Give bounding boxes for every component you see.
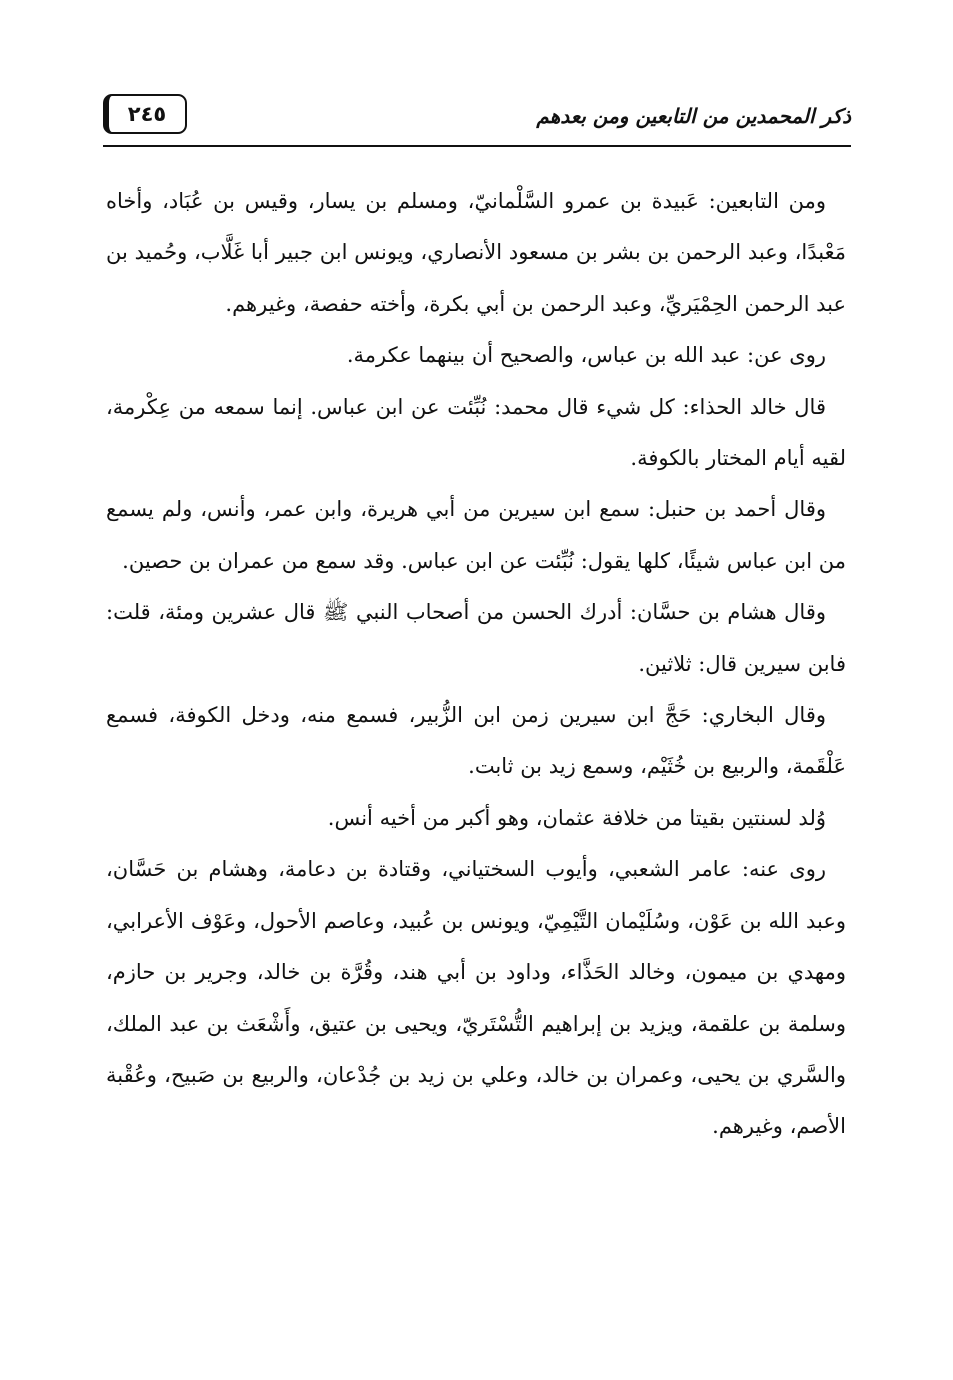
running-title: ذكر المحمدين من التابعين ومن بعدهم — [536, 104, 851, 128]
paragraph-bukhari: وقال البخاري: حَجَّ ابن سيرين زمن ابن الزُّبير، فسمع منه، ودخل الكوفة، فسمع عَلْقَمة، والربيع بن خُثَيْم، وسمع زيد بن ثابت. — [106, 703, 846, 779]
paragraph-birth: وُلد لسنتين بقيتا من خلافة عثمان، وهو أكبر من أخيه أنس. — [327, 805, 826, 830]
body-text — [106, 176, 846, 1153]
paragraph-tabiin-list: ومن التابعين: عَبيدة بن عمرو السَّلْمانيّ، ومسلم بن يسار، وقيس بن عُبَاد، وأخاه مَعْبدًا، وعبد الرحمن بن بشر بن مسعود الأنصاري، ويونس ابن جبير أبا غَلَّاب، وحُميد بن عبد الرحمن الحِمْيَريِّ، وعبد الرحمن بن أبي بكرة، وأخته حفصة، وغيرهم. — [106, 189, 846, 316]
paragraph-hisham-ibn-hassan: وقال هشام بن حسَّان: أدرك الحسن من أصحاب النبي ﷺ قال عشرين ومئة، قلت: فابن سيرين قال: ثلاثين. — [106, 600, 846, 676]
paragraph-narrated-from: روى عن: عبد الله بن عباس، والصحيح أن بينهما عكرمة. — [346, 343, 826, 368]
paragraph-narrated-by: روى عنه: عامر الشعبي، وأيوب السختياني، وقتادة بن دعامة، وهشام بن حَسَّان، وعبد الله بن عَوْن، وسُلَيْمان التَّيْمِيّ، ويونس بن عُبيد، وعاصم الأحول، وعَوْف الأعرابي، ومهدي بن ميمون، وخالد الحَذَّاء، وداود بن أبي هند، وقُرَّة بن خالد، وجرير بن حازم، وسلمة بن علقمة، ويزيد بن إبراهيم التُّسْتَريّ، ويحيى بن عتيق، وأَشْعَث بن عبد الملك، والسَّري بن يحيى، وعمران بن خالد، وعلي بن زيد بن جُدْعان، والربيع بن صَبيح، وعُقْبة الأصم، وغيرهم. — [106, 857, 846, 1139]
header-divider — [103, 145, 851, 147]
page-number: ٢٤٥ — [103, 94, 187, 134]
paragraph-khalid-alhadhdha: قال خالد الحذاء: كل شيء قال محمد: نُبِّئت عن ابن عباس. إنما سمعه من عِكْرمة، لقيه أيام المختار بالكوفة. — [106, 394, 846, 471]
paragraph-ahmad-ibn-hanbal: وقال أحمد بن حنبل: سمع ابن سيرين من أبي هريرة، وابن عمر، وأنس، ولم يسمع من ابن عباس شيئًا، كلها يقول: نُبِّئت عن ابن عباس. وقد سمع من عمران بن حصين. — [106, 497, 846, 573]
page-header — [103, 92, 851, 144]
